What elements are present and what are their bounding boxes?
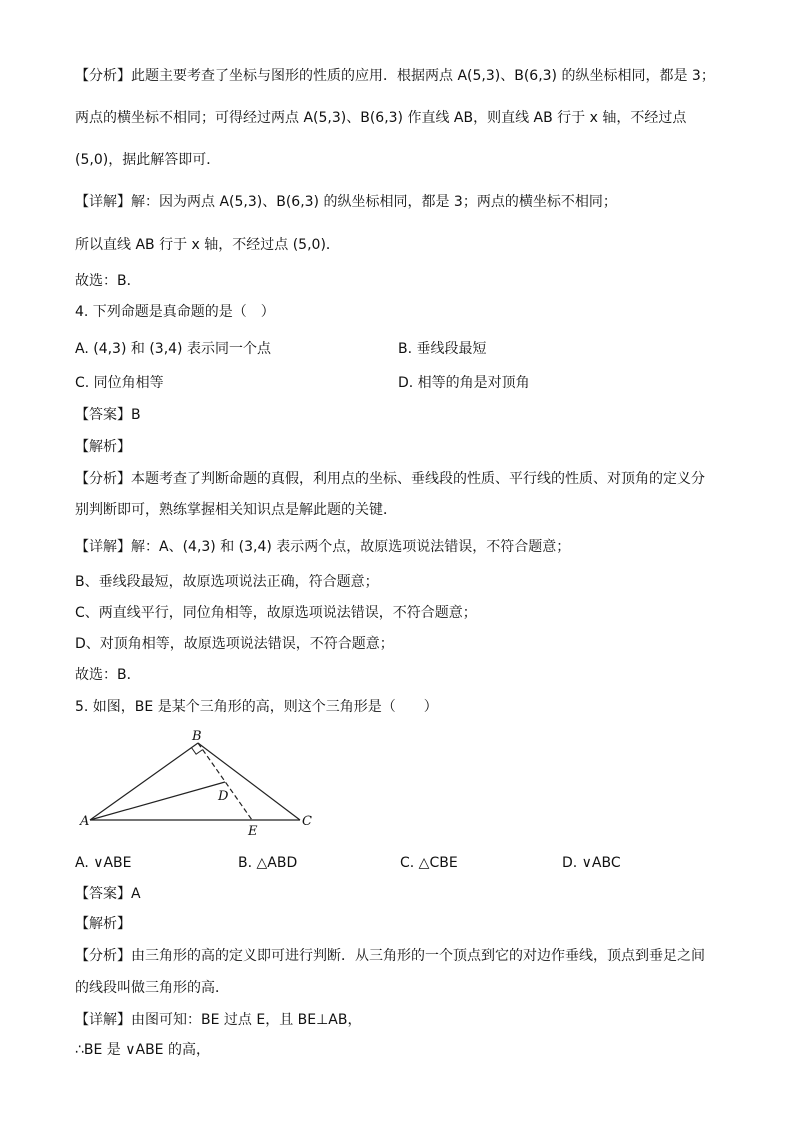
segment-ad (90, 782, 225, 820)
question-4-stem: 4. 下列命题是真命题的是（ ） (75, 304, 275, 320)
question-5-stem: 5. 如图，BE 是某个三角形的高，则这个三角形是（ ） (75, 699, 438, 715)
label-b: B (192, 729, 202, 744)
text-line-13: B、垂线段最短，故原选项说法正确，符合题意； (75, 574, 379, 590)
q5-option-b: B. △ABD (238, 855, 298, 871)
q5-option-c: C. △CBE (400, 855, 458, 871)
analysis-label-q4: 【解析】 (75, 439, 131, 455)
text-line-20: 【分析】由三角形的高的定义即可进行判断．从三角形的一个顶点到它的对边作垂线，顶点到垂足之间 (75, 948, 705, 964)
text-line-12: 【详解】解：A、(4,3) 和 (3,4) 表示两个点，故原选项说法错误，不符合题意； (75, 539, 571, 555)
right-angle-mark (192, 748, 203, 755)
text-line-6: 故选：B． (75, 273, 141, 289)
q5-option-d: D. ∨ABC (562, 855, 621, 871)
text-line-16: 故选：B． (75, 667, 141, 683)
segment-bc (198, 743, 300, 820)
label-d: D (218, 789, 229, 804)
q5-option-a: A. ∨ABE (75, 855, 132, 871)
segment-be-dashed (198, 743, 252, 820)
label-a: A (80, 814, 90, 829)
text-line-2: 两点的横坐标不相同；可得经过两点 A(5,3)、B(6,3) 作直线 AB，则直线 AB 行于 x 轴，不经过点 (75, 110, 687, 126)
label-c: C (302, 814, 312, 829)
triangle-figure (78, 728, 318, 840)
text-line-14: C、两直线平行，同位角相等，故原选项说法错误，不符合题意； (75, 605, 477, 621)
label-e: E (248, 824, 258, 839)
q4-option-b: B. 垂线段最短 (398, 341, 487, 357)
text-line-3: (5,0)，据此解答即可． (75, 152, 221, 168)
text-line-15: D、对顶角相等，故原选项说法错误，不符合题意； (75, 636, 394, 652)
text-line-11: 别判断即可，熟练掌握相关知识点是解此题的关键． (75, 502, 397, 518)
q4-option-c: C. 同位角相等 (75, 375, 164, 391)
q4-option-d: D. 相等的角是对顶角 (398, 375, 530, 391)
text-line-10: 【分析】本题考查了判断命题的真假，利用点的坐标、垂线段的性质、平行线的性质、对顶角的定义分 (75, 471, 705, 487)
analysis-label-q5: 【解析】 (75, 916, 131, 932)
answer-label-q4: 【答案】B (75, 407, 141, 423)
q4-option-a: A. (4,3) 和 (3,4) 表示同一个点 (75, 341, 271, 357)
text-line-22: 【详解】由图可知：BE 过点 E，且 BE⊥AB， (75, 1012, 362, 1028)
answer-label-q5: 【答案】A (75, 886, 141, 902)
text-line-4: 【详解】解：因为两点 A(5,3)、B(6,3) 的纵坐标相同，都是 3；两点的横坐标不相同； (75, 194, 617, 210)
text-line-21: 的线段叫做三角形的高． (75, 980, 229, 996)
text-line-5: 所以直线 AB 行于 x 轴，不经过点 (5,0)． (75, 237, 340, 253)
text-line-23: ∴BE 是 ∨ABE 的高， (75, 1042, 210, 1058)
segment-ab (90, 743, 198, 820)
text-line-1: 【分析】此题主要考查了坐标与图形的性质的应用．根据两点 A(5,3)、B(6,3) 的纵坐标相同，都是 3； (75, 68, 715, 84)
